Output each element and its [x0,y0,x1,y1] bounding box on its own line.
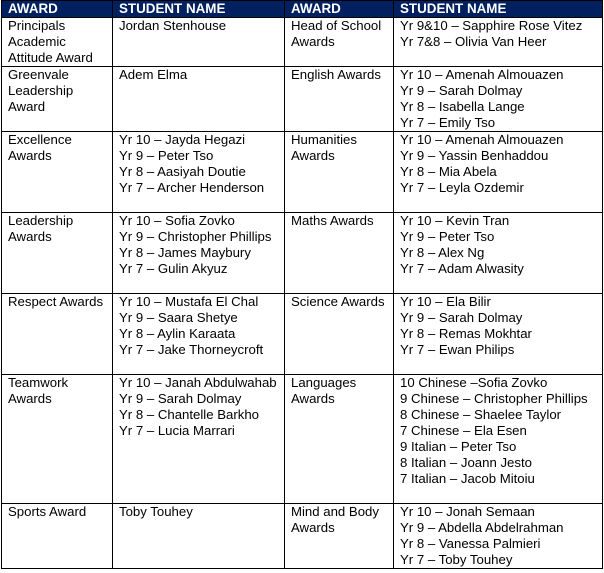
award-name-right: Maths Awards [285,213,394,294]
header-row [2,1,603,18]
award-name-left: Leadership Awards [2,213,113,294]
student-entry: Yr 9 – Saara Shetye [119,310,238,325]
student-entry: Yr 8 – Vanessa Palmieri [400,536,541,551]
award-name-left: Sports Award [2,504,113,569]
student-entry: Yr 8 – Mia Abela [400,164,497,179]
student-entry: Yr 8 – Isabella Lange [400,99,525,114]
award-name-left: Principals Academic Attitude Award [2,18,113,67]
student-entry: 8 Chinese – Shaelee Taylor [400,407,562,422]
student-entry: Yr 10 – Ela Bilir [400,294,491,309]
student-entry: Yr 10 – Amenah Almouazen [400,132,564,147]
student-names-left [113,132,285,213]
student-entry: Yr 10 – Kevin Tran [400,213,510,228]
award-name-right: Science Awards [285,294,394,375]
student-entry: Yr 7 – Gulin Akyuz [119,261,228,276]
table-row [2,294,603,375]
award-name-right: English Awards [285,67,394,132]
student-entry: Yr 8 – Alex Ng [400,245,485,260]
student-entry: Yr 8 – Aasiyah Doutie [119,164,246,179]
table-row [2,67,603,132]
student-entry: Yr 7 – Adam Alwasity [400,261,524,276]
student-entry: 9 Italian – Peter Tso [400,439,517,454]
student-names-right [394,67,603,132]
award-name-left: Greenvale Leadership Award [2,67,113,132]
table-row [2,213,603,294]
header-student-name-left: STUDENT NAME [113,1,285,18]
student-names-right [394,294,603,375]
awards-table [1,0,603,569]
award-name-right: Humanities Awards [285,132,394,213]
student-entry: Yr 7 – Leyla Ozdemir [400,180,524,195]
student-entry: 7 Chinese – Ela Esen [400,423,527,438]
award-name-right: Head of School Awards [285,18,394,67]
student-entry: Yr 8 – Chantelle Barkho [119,407,260,422]
student-entry: Yr 7&8 – Olivia Van Heer [400,34,547,49]
student-names-right [394,213,603,294]
award-name-left: Respect Awards [2,294,113,375]
student-entry: Yr 8 – Aylin Karaata [119,326,236,341]
student-entry: Yr 10 – Jonah Semaan [400,504,535,519]
student-entry: Yr 10 – Jayda Hegazi [119,132,246,147]
student-entry: 7 Italian – Jacob Mitoiu [400,471,535,486]
student-entry: Yr 7 – Lucia Marrari [119,423,235,438]
student-names-right [394,504,603,569]
student-entry: Yr 9 – Sarah Dolmay [400,83,523,98]
student-entry: 8 Italian – Joann Jesto [400,455,532,470]
student-entry: Yr 10 – Mustafa El Chal [119,294,259,309]
student-entry: Jordan Stenhouse [119,18,227,33]
student-entry: Yr 7 – Emily Tso [400,115,496,130]
student-entry: Toby Touhey [119,504,193,519]
student-entry: Yr 9 – Christopher Phillips [119,229,272,244]
table-row [2,504,603,569]
student-entry: Yr 7 – Jake Thorneycroft [119,342,264,357]
student-entry: Yr 9 – Yassin Benhaddou [400,148,549,163]
student-entry: Yr 9 – Abdella Abdelrahman [400,520,564,535]
award-name-left: Teamwork Awards [2,375,113,504]
student-entry: Yr 9 – Sarah Dolmay [400,310,523,325]
student-names-left [113,375,285,504]
student-entry: Yr 9 – Peter Tso [400,229,495,244]
student-entry: Yr 9 – Sarah Dolmay [119,391,242,406]
student-entry: Yr 7 – Ewan Philips [400,342,515,357]
award-name-right: Mind and Body Awards [285,504,394,569]
student-names-right [394,132,603,213]
student-names-left [113,294,285,375]
student-entry: Yr 10 – Janah Abdulwahab [119,375,277,390]
student-names-left [113,213,285,294]
student-entry: Yr 10 – Amenah Almouazen [400,67,564,82]
header-award-left: AWARD [2,1,113,18]
table-row [2,132,603,213]
student-entry: 10 Chinese –Sofia Zovko [400,375,548,390]
header-student-name-right: STUDENT NAME [394,1,603,18]
student-entry: Yr 7 – Archer Henderson [119,180,265,195]
student-entry: Yr 9&10 – Sapphire Rose Vitez [400,18,583,33]
student-entry: Yr 10 – Sofia Zovko [119,213,235,228]
award-name-left: Excellence Awards [2,132,113,213]
award-rows [2,18,603,569]
table-row [2,375,603,504]
student-names-left [113,67,285,132]
student-entry: Yr 7 – Toby Touhey [400,552,513,567]
student-entry: 9 Chinese – Christopher Phillips [400,391,588,406]
student-names-left [113,504,285,569]
student-names-left [113,18,285,67]
student-entry: Yr 8 – James Maybury [119,245,251,260]
table-row [2,18,603,67]
student-entry: Yr 9 – Peter Tso [119,148,214,163]
award-name-right: Languages Awards [285,375,394,504]
student-names-right [394,375,603,504]
student-names-right [394,18,603,67]
header-award-right: AWARD [285,1,394,18]
student-entry: Adem Elma [119,67,188,82]
student-entry: Yr 8 – Remas Mokhtar [400,326,532,341]
